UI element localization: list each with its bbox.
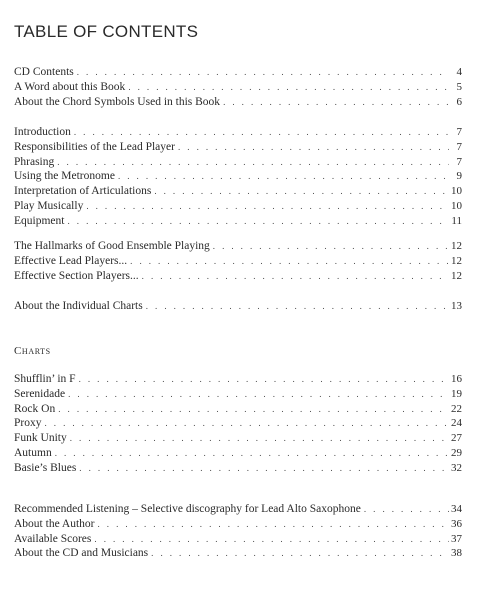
toc-entry-label: Play Musically	[14, 199, 84, 212]
toc-entry-label: About the Author	[14, 517, 95, 530]
toc-entry-page-number: 36	[451, 517, 462, 530]
dot-leader	[213, 241, 449, 251]
dot-leader	[79, 374, 449, 384]
toc-entry-page-number: 37	[451, 532, 462, 545]
toc-entry-page-number: 29	[451, 446, 462, 459]
toc-entry-label: Serenidade	[14, 387, 66, 400]
dot-leader	[86, 201, 449, 211]
dot-leader	[57, 157, 449, 167]
toc-group-lead-player	[14, 126, 462, 230]
toc-group-back-matter	[14, 503, 462, 562]
toc-entry-label: Effective Lead Players...	[14, 254, 128, 267]
toc-entry-label: The Hallmarks of Good Ensemble Playing	[14, 240, 210, 252]
toc-entry	[14, 417, 462, 432]
dot-leader	[70, 433, 449, 443]
toc-entry-label: CD Contents	[14, 66, 74, 78]
toc-entry-page-number: 24	[451, 417, 462, 430]
toc-entry	[14, 503, 462, 518]
toc-entry	[14, 255, 462, 270]
toc-entry-page-number: 38	[451, 547, 462, 560]
toc-entry-label: About the Individual Charts	[14, 300, 143, 312]
toc-entry-page-number: 7	[456, 126, 462, 138]
toc-entry-page-number: 7	[456, 155, 462, 168]
dot-leader	[128, 82, 449, 92]
dot-leader	[130, 256, 449, 266]
toc-entry-page-number: 27	[451, 432, 462, 445]
toc-entry	[14, 388, 462, 403]
toc-entry	[14, 533, 462, 548]
toc-entry	[14, 373, 462, 388]
dot-leader	[94, 534, 449, 544]
toc-entry-page-number: 10	[451, 199, 462, 212]
toc-entry-label: Basie’s Blues	[14, 461, 77, 474]
page-title: TABLE OF CONTENTS	[14, 22, 199, 41]
dot-leader	[151, 548, 449, 558]
toc-entry-label: About the CD and Musicians	[14, 547, 149, 560]
toc-entry-page-number: 10	[451, 185, 462, 198]
toc-entry	[14, 403, 462, 418]
toc-entry	[14, 126, 462, 141]
toc-entry-page-number: 34	[451, 503, 462, 515]
toc-entry-page-number: 5	[456, 80, 462, 93]
toc-entry-page-number: 12	[451, 240, 462, 252]
dot-leader	[77, 67, 449, 77]
toc-entry-label: Using the Metronome	[14, 170, 115, 183]
dot-leader	[118, 171, 449, 181]
dot-leader	[55, 448, 449, 458]
dot-leader	[68, 389, 449, 399]
charts-heading: Charts	[14, 345, 51, 357]
dot-leader	[154, 186, 449, 196]
dot-leader	[98, 519, 450, 529]
dot-leader	[74, 127, 449, 137]
toc-entry-page-number: 12	[451, 254, 462, 267]
toc-entry	[14, 547, 462, 562]
toc-entry-label: A Word about this Book	[14, 80, 126, 93]
toc-entry	[14, 185, 462, 200]
dot-leader	[223, 97, 449, 107]
toc-group-ensemble	[14, 240, 462, 284]
toc-entry	[14, 447, 462, 462]
toc-entry-label: Autumn	[14, 446, 52, 459]
toc-entry	[14, 300, 462, 315]
toc-entry	[14, 200, 462, 215]
toc-entry-page-number: 32	[451, 461, 462, 474]
toc-entry-page-number: 19	[451, 387, 462, 400]
dot-leader	[67, 216, 449, 226]
toc-entry-label: Phrasing	[14, 155, 55, 168]
dot-leader	[142, 271, 449, 281]
dot-leader	[58, 404, 449, 414]
toc-entry-page-number: 13	[451, 300, 462, 312]
toc-entry-page-number: 6	[456, 95, 462, 108]
toc-entry	[14, 215, 462, 230]
dot-leader	[364, 504, 449, 514]
toc-entry	[14, 240, 462, 255]
toc-entry-page-number: 12	[451, 269, 462, 282]
toc-group-charts	[14, 373, 462, 477]
toc-entry	[14, 96, 462, 111]
toc-entry-label: Interpretation of Articulations	[14, 185, 152, 198]
dot-leader	[79, 463, 449, 473]
toc-entry	[14, 170, 462, 185]
toc-entry-label: Proxy	[14, 417, 42, 430]
toc-entry	[14, 462, 462, 477]
toc-entry-label: Introduction	[14, 126, 71, 138]
toc-entry-label: Recommended Listening – Selective discography for Lead Alto Saxophone	[14, 503, 361, 515]
toc-entry-page-number: 9	[456, 170, 462, 183]
toc-entry	[14, 141, 462, 156]
toc-entry	[14, 156, 462, 171]
toc-entry-page-number: 7	[456, 140, 462, 153]
toc-entry-page-number: 4	[456, 66, 462, 78]
toc-entry-label: Responsibilities of the Lead Player	[14, 140, 175, 153]
toc-entry-label: Rock On	[14, 402, 56, 415]
dot-leader	[178, 142, 449, 152]
toc-entry-page-number: 16	[451, 373, 462, 385]
toc-entry-page-number: 11	[451, 214, 462, 227]
toc-entry-label: About the Chord Symbols Used in this Book	[14, 95, 221, 108]
toc-entry	[14, 66, 462, 81]
toc-entry-label: Available Scores	[14, 532, 92, 545]
toc-group-individual-charts	[14, 300, 462, 315]
dot-leader	[146, 301, 449, 311]
toc-entry-label: Funk Unity	[14, 432, 67, 445]
toc-group-front-matter	[14, 66, 462, 110]
dot-leader	[44, 418, 449, 428]
toc-entry-label: Shufflin’ in F	[14, 373, 76, 385]
toc-entry	[14, 432, 462, 447]
toc-entry	[14, 81, 462, 96]
toc-entry-page-number: 22	[451, 402, 462, 415]
toc-entry	[14, 518, 462, 533]
toc-entry-label: Equipment	[14, 214, 65, 227]
toc-entry-label: Effective Section Players...	[14, 269, 139, 282]
toc-entry	[14, 270, 462, 285]
